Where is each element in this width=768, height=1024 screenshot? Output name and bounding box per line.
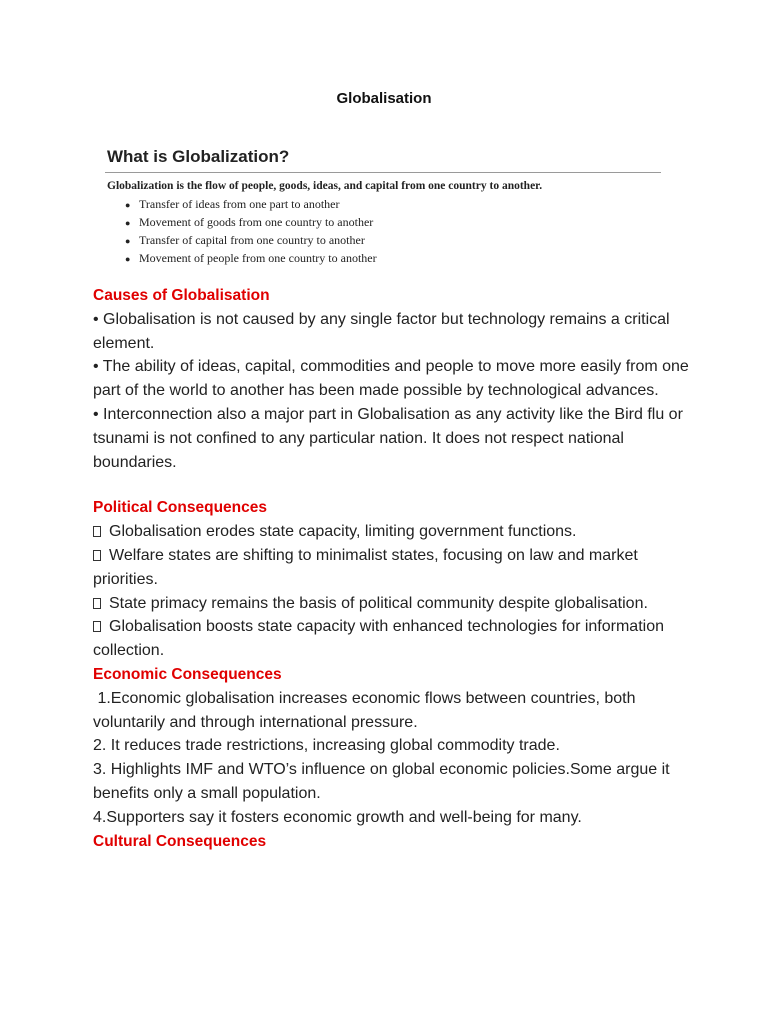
checkbox-glyph-icon <box>93 598 101 609</box>
bullet-icon: ● <box>125 200 131 210</box>
political-point: Globalisation boosts state capacity with enhanced technologies for information collection. <box>93 618 664 660</box>
checkbox-glyph-icon <box>93 550 101 561</box>
political-point: State primacy remains the basis of political community despite globalisation. <box>93 592 693 616</box>
causes-point: • Globalisation is not caused by any single factor but technology remains a critical element. <box>93 310 670 352</box>
document-body <box>93 284 693 853</box>
economic-heading: Economic Consequences <box>93 665 282 683</box>
figure-bullet-list <box>105 195 661 267</box>
causes-heading: Causes of Globalisation <box>93 287 270 304</box>
figure-lead: Globalization is the flow of people, goods, ideas, and capital from one country to another. <box>107 180 543 192</box>
economic-point: 2. It reduces trade restrictions, increasing global commodity trade. <box>93 737 560 755</box>
political-point: Globalisation erodes state capacity, limiting government functions. <box>93 520 693 544</box>
figure-divider <box>105 172 661 173</box>
causes-point: • The ability of ideas, capital, commodities and people to move more easily from one part of the world to another has been made possible by technological advances. <box>93 358 689 400</box>
bullet-icon: ● <box>125 254 131 264</box>
economic-point: 4.Supporters say it fosters economic growth and well-being for many. <box>93 808 582 826</box>
figure-heading: What is Globalization? <box>107 147 290 166</box>
cultural-heading: Cultural Consequences <box>93 832 267 850</box>
spacer <box>93 474 693 496</box>
list-item: ● Transfer of capital from one country to another <box>125 231 661 249</box>
list-item: ● Movement of goods from one country to another <box>125 213 661 231</box>
political-heading: Political Consequences <box>93 499 267 517</box>
list-item: ● Movement of people from one country to another <box>125 249 661 267</box>
bullet-icon: ● <box>125 218 131 228</box>
checkbox-glyph-icon <box>93 526 101 537</box>
bullet-icon: ● <box>125 236 131 246</box>
checkbox-glyph-icon <box>93 621 101 632</box>
list-item: ● Transfer of ideas from one part to another <box>125 195 661 213</box>
political-point: Welfare states are shifting to minimalist states, focusing on law and market priorities. <box>93 546 638 588</box>
document-title: Globalisation <box>336 90 432 107</box>
economic-point: 3. Highlights IMF and WTO’s influence on global economic policies.Some argue it benefits only a small population. <box>93 761 670 802</box>
globalization-figure <box>105 148 661 278</box>
economic-point: 1.Economic globalisation increases economic flows between countries, both voluntarily and through international pressure. <box>93 689 640 731</box>
causes-point: • Interconnection also a major part in Globalisation as any activity like the Bird flu or tsunami is not confined to any particular nation. It does not respect national boundaries. <box>93 405 683 471</box>
